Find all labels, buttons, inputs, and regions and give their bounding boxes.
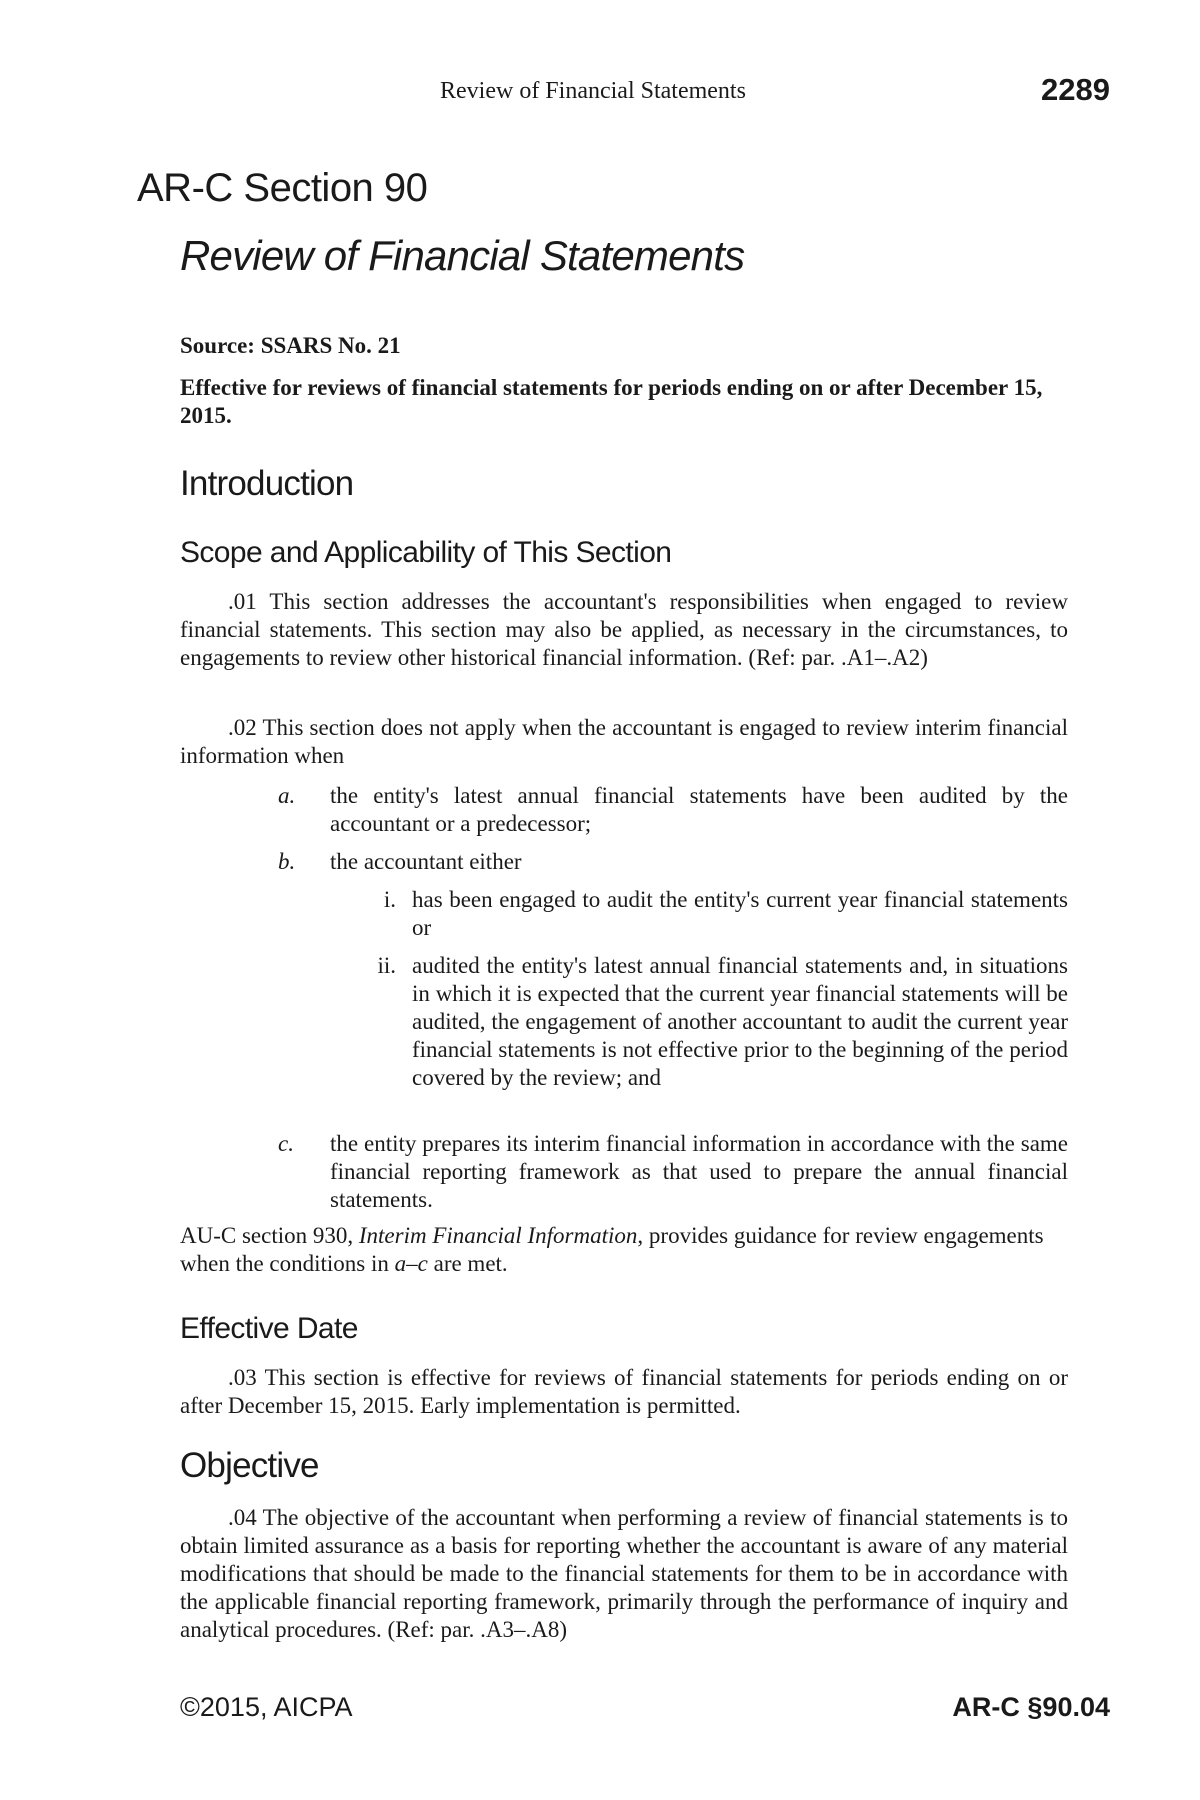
list-item-text: the entity prepares its interim financial information in accordance with the same financial reporting framework as that used to prepare the annual financial statements. xyxy=(330,1131,1068,1212)
after-list-text xyxy=(180,1222,1068,1278)
range-start: a xyxy=(394,1251,407,1276)
paragraph-number: .02 xyxy=(228,715,257,740)
heading-introduction: Introduction xyxy=(180,464,354,503)
after-list-middle: , provides guidance for review engagements when the conditions in xyxy=(180,1223,1044,1276)
paragraph-number: .03 xyxy=(228,1365,257,1390)
after-list-suffix: are met. xyxy=(427,1251,508,1276)
paragraph-number: .01 xyxy=(228,589,257,614)
list-item-text: the entity's latest annual financial statements have been audited by the accountant or a predecessor; xyxy=(330,783,1068,836)
footer-section-ref: AR-C §90.04 xyxy=(952,1692,1110,1722)
footer-copyright: ©2015, AICPA xyxy=(180,1692,353,1722)
paragraph-04 xyxy=(180,1504,1068,1644)
paragraph-text: The objective of the accountant when performing a review of financial statements is to obtain limited assurance as a basis for reporting whether the accountant is aware of any material modifications that should be made to the financial statements for them to be in accordance with the applicable financial reporting framework, primarily through the performance of inquiry and analytical procedures. (Ref: par. .A3–.A8) xyxy=(180,1505,1068,1642)
list-item-c xyxy=(278,1130,1068,1214)
running-header xyxy=(0,72,1200,112)
section-label: AR-C Section 90 xyxy=(137,166,428,210)
list-marker: c. xyxy=(278,1131,294,1156)
after-list-prefix: AU-C section 930, xyxy=(180,1223,359,1248)
page-number: 2289 xyxy=(1041,72,1110,107)
paragraph-text: This section does not apply when the accountant is engaged to review interim financial information when xyxy=(180,715,1068,768)
list-item-a xyxy=(278,782,1068,838)
list-marker: b. xyxy=(278,849,296,874)
list-item-b-i xyxy=(383,886,1068,942)
list-item-b xyxy=(278,848,1068,876)
list-item-text: the accountant either xyxy=(330,849,522,874)
heading-objective: Objective xyxy=(180,1446,319,1485)
range-dash: – xyxy=(406,1251,418,1276)
paragraph-text: This section addresses the accountant's responsibilities when engaged to review financial statements. This section may also be applied, as necessary in the circumstances, to engagements to review other historical financial information. (Ref: par. .A1–.A2) xyxy=(180,589,1068,670)
list-item-text: has been engaged to audit the entity's current year financial statements or xyxy=(412,887,1068,940)
running-title: Review of Financial Statements xyxy=(440,78,746,104)
section-title: Review of Financial Statements xyxy=(180,232,745,279)
list-item-text: audited the entity's latest annual financial statements and, in situations in which it is expected that the current year financial statements will be audited, the engagement of another accountant to audit the current year financial statements is not effective prior to the beginning of the period covered by the review; and xyxy=(412,953,1068,1090)
paragraph-number: .04 xyxy=(228,1505,257,1530)
cited-title: Interim Financial Information xyxy=(358,1223,638,1248)
paragraph-03 xyxy=(180,1364,1068,1420)
paragraph-01 xyxy=(180,588,1068,672)
heading-scope: Scope and Applicability of This Section xyxy=(180,536,672,569)
heading-effective-date: Effective Date xyxy=(180,1312,358,1345)
effective-note: Effective for reviews of financial statements for periods ending on or after December 15, 2015. xyxy=(180,375,1043,428)
source-line: Source: SSARS No. 21 xyxy=(180,333,401,358)
range-end: c xyxy=(417,1251,428,1276)
list-marker: a. xyxy=(278,783,296,808)
paragraph-02 xyxy=(180,714,1068,770)
list-marker: ii. xyxy=(377,953,396,978)
paragraph-text: This section is effective for reviews of financial statements for periods ending on or after December 15, 2015. Early implementation is permitted. xyxy=(180,1365,1068,1418)
list-item-b-ii xyxy=(377,952,1068,1092)
list-marker: i. xyxy=(383,887,396,912)
